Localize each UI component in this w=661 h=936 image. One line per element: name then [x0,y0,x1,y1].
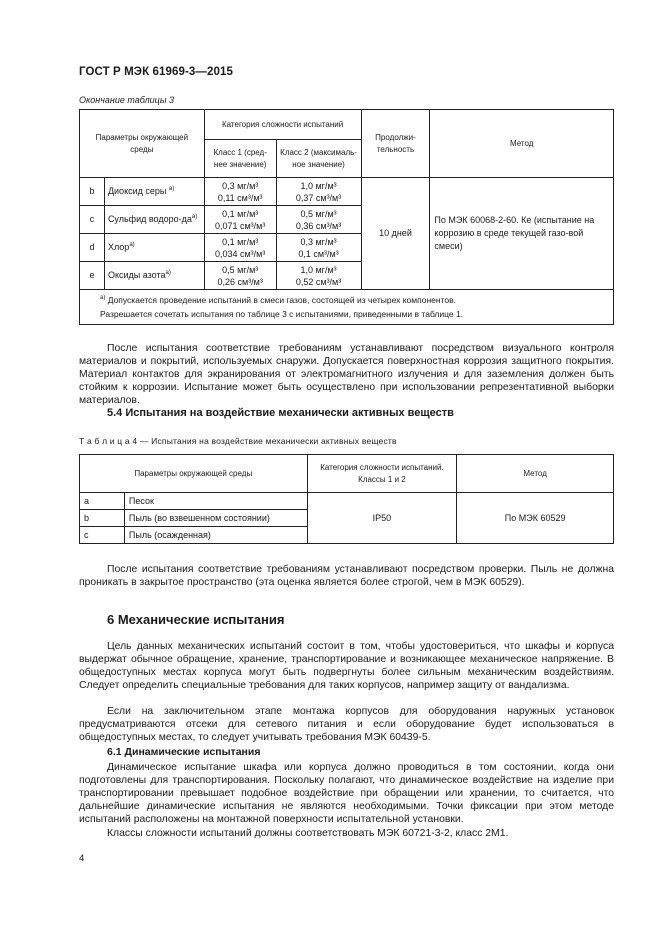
section-heading-6: 6 Механические испытания [107,612,285,627]
header-params: Параметры окружающей среды [80,455,308,493]
row-letter: b [80,510,125,527]
row-letter: a [80,493,125,510]
class1-value: 0,5 мг/м³ 0,26 см³/м³ [204,262,276,290]
header-category: Категория сложности испытаний. Классы 1 и 2 [307,455,457,493]
row-letter: e [80,262,105,290]
header-method: Метод [457,455,614,493]
class1-value: 0,3 мг/м³ 0,11 см³/м³ [204,178,276,206]
paragraph-dust-check: После испытания соответствие требованиям устанавливают посредством проверки. Пыль не должна проникать в закрытое пространство (эта оценка является более строгой, чем в МЭК 60529). [79,564,614,588]
table4-caption: Т а б л и ц а 4 — Испытания на воздействие механически активных веществ [79,436,397,446]
row-parameter: Оксиды азота$^{a)}$ [104,262,204,290]
table-3 [79,109,614,325]
class2-value: 0,5 мг/м³ 0,36 см³/м³ [276,206,361,234]
row-parameter: Диоксид серы $^{a)}$ [104,178,204,206]
page-number: 4 [79,853,85,864]
row-parameter: Пыль (осажденная) [124,527,307,544]
class2-value: 1,0 мг/м³ 0,37 см³/м³ [276,178,361,206]
paragraph-corrosion-check: После испытания соответствие требованиям устанавливают посредством визуального контроля материалов и покрытий, используемых снаружи. Допускается поверхностная коррозия защитного покрытия. Материал контактов для экранирования от электромагнитного излучения и для заземления должен быть стойким к коррозии. Испытание может быть осуществлено при использовании репрезентативной выборки материалов. [79,343,614,406]
class2-value: 1,0 мг/м³ 0,52 см³/м³ [276,262,361,290]
method-value: По МЭК 60529 [457,493,614,544]
duration-value: 10 дней [361,178,430,290]
note-1: Допускается проведение испытаний в смеси газов, состоящей из четырех компонентов. [107,295,456,305]
document-header: ГОСТ Р МЭК 61969-3—2015 [79,66,233,78]
section-heading-5-4: 5.4 Испытания на воздействие механически активных веществ [107,407,454,419]
row-parameter: Пыль (во взвешенном состоянии) [124,510,307,527]
row-letter: d [80,234,105,262]
paragraph-dynamic-test: Динамическое испытание шкафа или корпуса должно проводиться в том состоянии, когда они подготовлены для транспортирования. Поскольку полагают, что динамическое воздействие на изделие при транспортировании превышает подобное воздействие при обращении или хранении, то считается, что дальнейшие динамические испытания не являются необходимыми. Точки фиксации при этом методе испытаний расположены на монтажной поверхности испытательной установки. [79,762,614,825]
paragraph-outdoor-installation: Если на заключительном этапе монтажа корпусов для оборудования наружных установок предусматриваются отсеки для сетевого питания и если оборудование будет использоваться в общедоступных местах, то следует учитывать требования МЭК 60439-5. [79,706,614,743]
paragraph-test-classes: Классы сложности испытаний должны соответствовать МЭК 60721-3-2, класс 2М1. [107,828,509,839]
category-value: IP50 [307,493,457,544]
class1-value: 0,1 мг/м³ 0,034 см³/м³ [204,234,276,262]
table-row [80,493,614,510]
class2-value: 0,3 мг/м³ 0,1 см³/м³ [276,234,361,262]
row-letter: b [80,178,105,206]
header-class1: Класс 1 (сред- нее значение) [204,140,276,178]
header-category: Категория сложности испытаний [204,110,361,140]
header-duration: Продолжи- тельность [361,110,430,178]
row-parameter: Песок [124,493,307,510]
method-value: По МЭК 60068-2-60. Ке (испытание на коррозию в среде текущей газо-вой смеси) [430,178,614,290]
row-parameter: Сульфид водоро-$да^{a)}$ [104,206,204,234]
table-4 [79,454,614,544]
header-class2: Класс 2 (максималь- ное значение) [276,140,361,178]
class1-value: 0,1 мг/м³ 0,071 см³/м³ [204,206,276,234]
row-letter: c [80,206,105,234]
paragraph-mechanical-purpose: Цель данных механических испытаний состоит в том, чтобы удостовериться, что шкафы и корпуса выдержат обычное обращение, хранение, транспортирование и возникающее механическое напряжение. В общедоступных местах корпуса могут быть подвергнуты более сильным механическим воздействиям. Следует определить специальные требования для таких корпусов, например защиту от вандализма. [79,641,614,691]
header-method: Метод [430,110,614,178]
header-params: Параметры окружающей среды [80,110,205,178]
note-2: Разрешается сочетать испытания по таблице 3 с испытаниями, приведенными в таблице 1. [100,309,464,319]
section-heading-6-1: 6.1 Динамические испытания [107,746,261,758]
row-parameter: Хлор$^{a)}$ [104,234,204,262]
row-letter: c [80,527,125,544]
table-row [80,178,614,206]
note-marker: а) [100,295,106,302]
table3-caption: Окончание таблицы 3 [79,95,174,105]
table3-notes [80,290,614,325]
